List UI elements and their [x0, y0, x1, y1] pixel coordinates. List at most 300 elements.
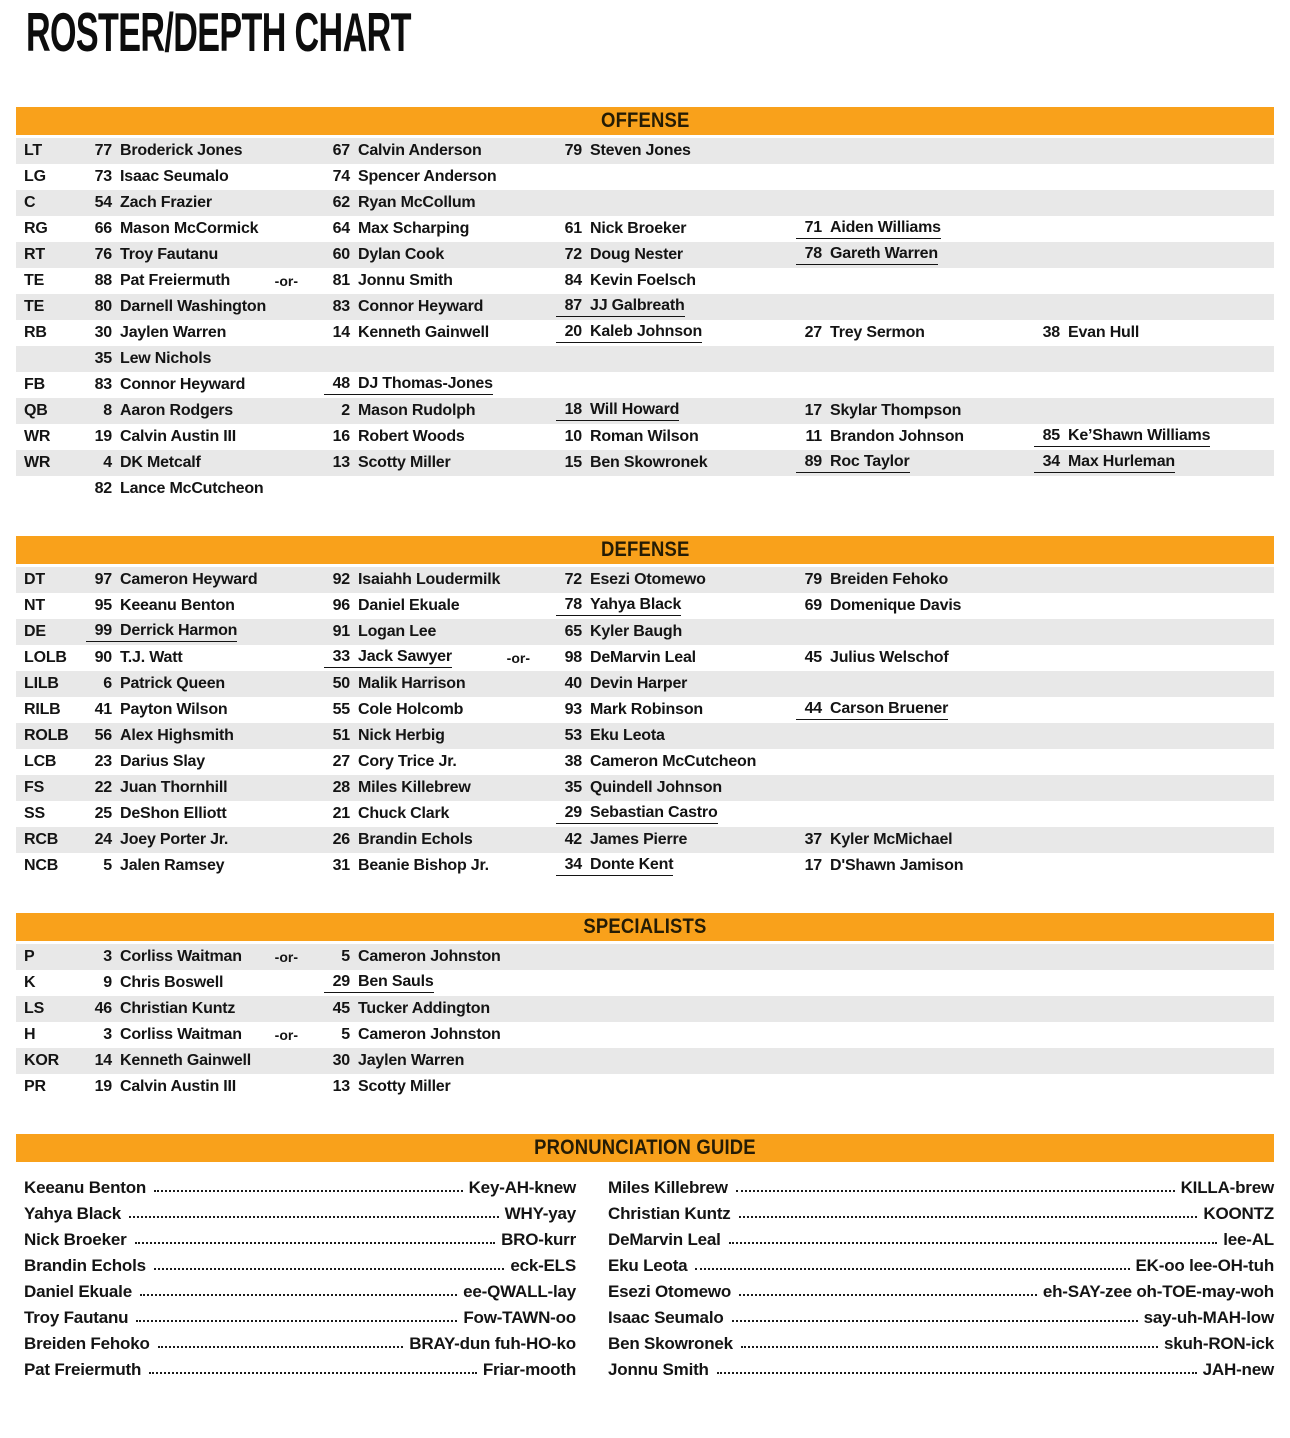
player-name: Daniel Ekuale — [24, 1282, 132, 1301]
jersey-number: 76 — [94, 246, 112, 263]
pronunciation-entry — [608, 1250, 1274, 1276]
player-name: Zach Frazier — [120, 194, 212, 211]
jersey-number: 14 — [94, 1052, 112, 1069]
player-entry — [86, 1026, 324, 1044]
player-entry — [556, 246, 796, 264]
jersey-number: 29 — [332, 973, 350, 990]
jersey-number: 54 — [94, 194, 112, 211]
player-entry — [86, 701, 324, 719]
depth-row-kor — [16, 1048, 1274, 1074]
player — [556, 246, 683, 264]
player-name: Max Scharping — [358, 220, 470, 237]
player-rookie-underlined — [796, 700, 948, 720]
position-label: K — [24, 974, 36, 991]
jersey-number: 22 — [94, 779, 112, 796]
position-label: ROLB — [24, 727, 69, 744]
player-entry — [796, 324, 1034, 342]
player-entry — [324, 779, 556, 797]
player-entry — [556, 428, 796, 446]
jersey-number: 92 — [332, 571, 350, 588]
player-name: Esezi Otomewo — [608, 1282, 732, 1301]
position-label: LOLB — [24, 649, 67, 666]
player — [324, 194, 475, 212]
depth-row-fb — [16, 372, 1274, 398]
player-name: Ryan McCollum — [358, 194, 476, 211]
player-entry — [324, 648, 556, 668]
player — [86, 142, 242, 160]
depth-row-ls — [16, 996, 1274, 1022]
pronunciation-entry — [608, 1302, 1274, 1328]
player-entry — [556, 571, 796, 589]
player-name: Will Howard — [590, 401, 680, 418]
jersey-number: 78 — [804, 245, 822, 262]
player-name: Darius Slay — [120, 753, 205, 770]
player-name: DJ Thomas-Jones — [358, 375, 493, 392]
player-name: DeMarvin Leal — [590, 649, 696, 666]
jersey-number: 33 — [332, 648, 350, 665]
player-entry — [86, 831, 324, 849]
depth-row-pr — [16, 1074, 1274, 1100]
depth-row-nt — [16, 593, 1274, 619]
player — [324, 298, 483, 316]
position-label: WR — [24, 454, 51, 471]
depth-row-k — [16, 970, 1274, 996]
depth-row-fs — [16, 775, 1274, 801]
player-name: Jonnu Smith — [608, 1360, 709, 1379]
depth-row-continued — [16, 346, 1274, 372]
pronunciation-entry — [608, 1172, 1274, 1198]
jersey-number: 5 — [341, 948, 350, 965]
player-entry — [556, 675, 796, 693]
player — [86, 974, 223, 992]
position-label: DE — [24, 623, 46, 640]
player-name: Cory Trice Jr. — [358, 753, 457, 770]
jersey-number: 56 — [94, 727, 112, 744]
jersey-number: 53 — [564, 727, 582, 744]
position-label: DT — [24, 571, 45, 588]
player-entry — [86, 622, 324, 642]
jersey-number: 45 — [332, 1000, 350, 1017]
player-name: Corliss Waitman — [120, 948, 242, 965]
player-entry — [556, 779, 796, 797]
player-entry — [1034, 324, 1274, 342]
player-name: Ben Sauls — [358, 973, 434, 990]
player — [556, 727, 665, 745]
jersey-number: 25 — [94, 805, 112, 822]
player-name: Mason Rudolph — [358, 402, 476, 419]
player-entry — [556, 220, 796, 238]
player-rookie-underlined — [86, 622, 237, 642]
dot-leader — [129, 1216, 499, 1218]
player-name: Nick Broeker — [590, 220, 687, 237]
player-rookie-underlined — [1034, 427, 1210, 447]
player-entry — [556, 753, 796, 771]
player — [86, 1000, 235, 1018]
jersey-number: 48 — [332, 375, 350, 392]
depth-row-rolb — [16, 723, 1274, 749]
player-entry — [86, 246, 324, 264]
player-entry — [324, 623, 556, 641]
jersey-number: 40 — [564, 675, 582, 692]
depth-row-c — [16, 190, 1274, 216]
jersey-number: 83 — [332, 298, 350, 315]
jersey-number: 31 — [332, 857, 350, 874]
player-name: Domenique Davis — [830, 597, 962, 614]
player-name: Esezi Otomewo — [590, 571, 706, 588]
player — [86, 805, 227, 823]
player-name: Calvin Austin III — [120, 428, 237, 445]
jersey-number: 61 — [564, 220, 582, 237]
jersey-number: 45 — [804, 649, 822, 666]
player-rookie-underlined — [556, 804, 718, 824]
player-rookie-underlined — [556, 856, 673, 876]
player — [324, 428, 465, 446]
depth-row-continued — [16, 476, 1274, 502]
player-entry — [556, 856, 796, 876]
player — [796, 597, 961, 615]
jersey-number: 35 — [94, 350, 112, 367]
player-name: Eku Leota — [590, 727, 665, 744]
player-entry — [796, 402, 1034, 420]
position-label: LS — [24, 1000, 45, 1017]
player-entry — [86, 649, 324, 667]
section-offense — [16, 107, 1274, 502]
player-entry — [86, 194, 324, 212]
player — [1034, 324, 1139, 342]
player-entry — [86, 805, 324, 823]
jersey-number: 66 — [94, 220, 112, 237]
jersey-number: 93 — [564, 701, 582, 718]
player — [324, 831, 473, 849]
player-name: Carson Bruener — [830, 700, 949, 717]
player-name: Mark Robinson — [590, 701, 703, 718]
player-entry — [796, 597, 1034, 615]
player — [324, 324, 489, 342]
player — [86, 597, 235, 615]
player-name: Donte Kent — [590, 856, 674, 873]
player-name: Christian Kuntz — [120, 1000, 236, 1017]
player — [556, 753, 756, 771]
player-entry — [86, 168, 324, 186]
section-title-defense: DEFENSE — [600, 538, 690, 561]
player-name: Roman Wilson — [590, 428, 699, 445]
player — [796, 831, 952, 849]
player-entry — [86, 272, 324, 290]
jersey-number: 88 — [94, 272, 112, 289]
player-name: JJ Galbreath — [590, 297, 685, 314]
player — [86, 428, 236, 446]
player — [324, 454, 451, 472]
player-entry — [556, 142, 796, 160]
player-name: Kenneth Gainwell — [120, 1052, 252, 1069]
jersey-number: 2 — [341, 402, 350, 419]
player — [86, 831, 228, 849]
page-title — [0, 0, 1290, 63]
jersey-number: 27 — [804, 324, 822, 341]
player — [86, 779, 227, 797]
jersey-number: 18 — [564, 401, 582, 418]
player — [556, 649, 696, 667]
player-name: Connor Heyward — [120, 376, 246, 393]
player-entry — [86, 350, 324, 368]
player-name: Kyler Baugh — [590, 623, 683, 640]
player-name: DeShon Elliott — [120, 805, 227, 822]
section-title-specialists: SPECIALISTS — [583, 915, 707, 938]
jersey-number: 80 — [94, 298, 112, 315]
player — [324, 571, 500, 589]
jersey-number: 9 — [103, 974, 112, 991]
player-name: Darnell Washington — [120, 298, 267, 315]
player-name: Broderick Jones — [120, 142, 243, 159]
position-label: RT — [24, 246, 45, 263]
jersey-number: 99 — [94, 622, 112, 639]
player — [86, 454, 201, 472]
player-entry — [86, 454, 324, 472]
jersey-number: 14 — [332, 324, 350, 341]
depth-row-wr — [16, 424, 1274, 450]
player-entry — [796, 649, 1034, 667]
jersey-number: 24 — [94, 831, 112, 848]
pronunciation-text: eck-ELS — [510, 1256, 576, 1275]
pronunciation-entry — [24, 1354, 576, 1380]
player-entry — [86, 402, 324, 420]
player-name: Logan Lee — [358, 623, 437, 640]
or-separator: -or- — [274, 949, 298, 965]
jersey-number: 98 — [564, 649, 582, 666]
player — [86, 571, 258, 589]
player-name: Miles Killebrew — [358, 779, 471, 796]
player-name: Aiden Williams — [830, 219, 941, 236]
player-name: Trey Sermon — [830, 324, 925, 341]
jersey-number: 30 — [332, 1052, 350, 1069]
player — [86, 350, 211, 368]
or-separator: -or- — [274, 1027, 298, 1043]
position-label: WR — [24, 428, 51, 445]
depth-row-lolb — [16, 645, 1274, 671]
player-entry — [556, 272, 796, 290]
player-entry — [556, 454, 796, 472]
jersey-number: 60 — [332, 246, 350, 263]
player-name: Brandin Echols — [358, 831, 473, 848]
depth-row-rb — [16, 320, 1274, 346]
player-name: Cameron Heyward — [120, 571, 258, 588]
jersey-number: 69 — [804, 597, 822, 614]
position-label: H — [24, 1026, 36, 1043]
player — [86, 1026, 242, 1044]
position-label: LCB — [24, 753, 57, 770]
section-header-specialists — [16, 913, 1274, 941]
player-entry — [796, 428, 1034, 446]
player — [86, 194, 212, 212]
player-entry — [796, 831, 1034, 849]
jersey-number: 5 — [341, 1026, 350, 1043]
jersey-number: 79 — [804, 571, 822, 588]
player — [556, 571, 706, 589]
player-name: D'Shawn Jamison — [830, 857, 964, 874]
jersey-number: 72 — [564, 571, 582, 588]
player-entry — [324, 973, 556, 993]
jersey-number: 41 — [94, 701, 112, 718]
player — [324, 246, 444, 264]
player — [324, 753, 457, 771]
player — [556, 220, 686, 238]
player-entry — [86, 779, 324, 797]
or-separator: -or- — [506, 650, 530, 666]
player-name: Patrick Queen — [120, 675, 226, 692]
dot-leader — [149, 1372, 477, 1374]
player-name: Scotty Miller — [358, 454, 451, 471]
jersey-number: 89 — [804, 453, 822, 470]
player — [324, 727, 445, 745]
player-name: Ben Skowronek — [608, 1334, 733, 1353]
pronunciation-text: ee-QWALL-lay — [463, 1282, 576, 1301]
pronunciation-entry — [608, 1328, 1274, 1354]
player — [86, 857, 224, 875]
player-name: Cameron Johnston — [358, 948, 501, 965]
pronunciation-entry — [608, 1224, 1274, 1250]
player-rookie-underlined — [324, 648, 452, 668]
jersey-number: 28 — [332, 779, 350, 796]
jersey-number: 26 — [332, 831, 350, 848]
player-rookie-underlined — [556, 323, 702, 343]
jersey-number: 50 — [332, 675, 350, 692]
player-name: Troy Fautanu — [24, 1308, 129, 1327]
jersey-number: 42 — [564, 831, 582, 848]
player-entry — [86, 857, 324, 875]
jersey-number: 96 — [332, 597, 350, 614]
player — [86, 246, 218, 264]
dot-leader — [158, 1346, 404, 1348]
player-name: Corliss Waitman — [120, 1026, 242, 1043]
player-entry — [324, 402, 556, 420]
player-entry — [324, 857, 556, 875]
player-entry — [324, 948, 556, 966]
jersey-number: 15 — [564, 454, 582, 471]
player — [324, 701, 463, 719]
jersey-number: 34 — [564, 856, 582, 873]
player-name: Jaylen Warren — [358, 1052, 465, 1069]
player-name: Keeanu Benton — [120, 597, 235, 614]
dot-leader — [140, 1294, 457, 1296]
jersey-number: 46 — [94, 1000, 112, 1017]
jersey-number: 38 — [564, 753, 582, 770]
jersey-number: 20 — [564, 323, 582, 340]
player-entry — [324, 1026, 556, 1044]
player — [86, 402, 233, 420]
player-entry — [86, 1078, 324, 1096]
player-name: Chris Boswell — [120, 974, 224, 991]
jersey-number: 30 — [94, 324, 112, 341]
depth-row-te — [16, 268, 1274, 294]
player-name: Breiden Fehoko — [830, 571, 949, 588]
player-name: Jonnu Smith — [358, 272, 453, 289]
player-name: Roc Taylor — [830, 453, 910, 470]
player-entry — [1034, 427, 1274, 447]
player-name: Eku Leota — [608, 1256, 688, 1275]
player-entry — [86, 1052, 324, 1070]
player-name: Chuck Clark — [358, 805, 450, 822]
depth-row-rg — [16, 216, 1274, 242]
jersey-number: 13 — [332, 1078, 350, 1095]
position-label: LT — [24, 142, 42, 159]
jersey-number: 67 — [332, 142, 350, 159]
player — [796, 649, 949, 667]
depth-row-lg — [16, 164, 1274, 190]
player-name: Brandon Johnson — [830, 428, 964, 445]
player-entry — [86, 220, 324, 238]
dot-leader — [729, 1242, 1218, 1244]
jersey-number: 44 — [804, 700, 822, 717]
player — [86, 168, 229, 186]
pronunciation-entry — [608, 1354, 1274, 1380]
player — [324, 1000, 490, 1018]
player-name: Steven Jones — [590, 142, 691, 159]
player-entry — [86, 948, 324, 966]
player-name: Max Hurleman — [1068, 453, 1175, 470]
player-name: Gareth Warren — [830, 245, 938, 262]
player-rookie-underlined — [796, 245, 938, 265]
player-name: Lance McCutcheon — [120, 480, 264, 497]
section-header-offense — [16, 107, 1274, 135]
jersey-number: 91 — [332, 623, 350, 640]
player-name: Yahya Black — [24, 1204, 122, 1223]
section-title-offense: OFFENSE — [600, 109, 690, 132]
jersey-number: 55 — [332, 701, 350, 718]
player-entry — [796, 700, 1034, 720]
player-name: Skylar Thompson — [830, 402, 962, 419]
player-name: Troy Fautanu — [120, 246, 219, 263]
position-label: NT — [24, 597, 45, 614]
player — [796, 324, 925, 342]
player-entry — [324, 142, 556, 160]
player-name: Payton Wilson — [120, 701, 228, 718]
player-name: Daniel Ekuale — [358, 597, 460, 614]
jersey-number: 35 — [564, 779, 582, 796]
player — [796, 571, 948, 589]
jersey-number: 5 — [103, 857, 112, 874]
roster-sections — [0, 107, 1290, 1100]
pronunciation-guide-title: PRONUNCIATION GUIDE — [534, 1136, 756, 1159]
jersey-number: 29 — [564, 804, 582, 821]
position-label: RB — [24, 324, 47, 341]
player-entry — [324, 272, 556, 290]
jersey-number: 19 — [94, 428, 112, 445]
pronunciation-text: JAH-new — [1202, 1360, 1274, 1379]
player-entry — [324, 571, 556, 589]
player — [324, 857, 489, 875]
depth-row-qb — [16, 398, 1274, 424]
player-name: Pat Freiermuth — [120, 272, 231, 289]
position-label: TE — [24, 272, 45, 289]
player-entry — [796, 857, 1034, 875]
player-rookie-underlined — [796, 219, 941, 239]
jersey-number: 3 — [103, 948, 112, 965]
player-name: Dylan Cook — [358, 246, 445, 263]
player-name: Scotty Miller — [358, 1078, 451, 1095]
player-name: Pat Freiermuth — [24, 1360, 142, 1379]
pronunciation-entry — [24, 1328, 576, 1354]
player-entry — [324, 831, 556, 849]
jersey-number: 11 — [805, 428, 822, 445]
player-entry — [324, 1052, 556, 1070]
player — [324, 948, 501, 966]
position-label: FB — [24, 376, 45, 393]
jersey-number: 23 — [94, 753, 112, 770]
depth-row-lt — [16, 138, 1274, 164]
depth-row-rilb — [16, 697, 1274, 723]
player-name: T.J. Watt — [120, 649, 183, 666]
player-name: Christian Kuntz — [608, 1204, 731, 1223]
